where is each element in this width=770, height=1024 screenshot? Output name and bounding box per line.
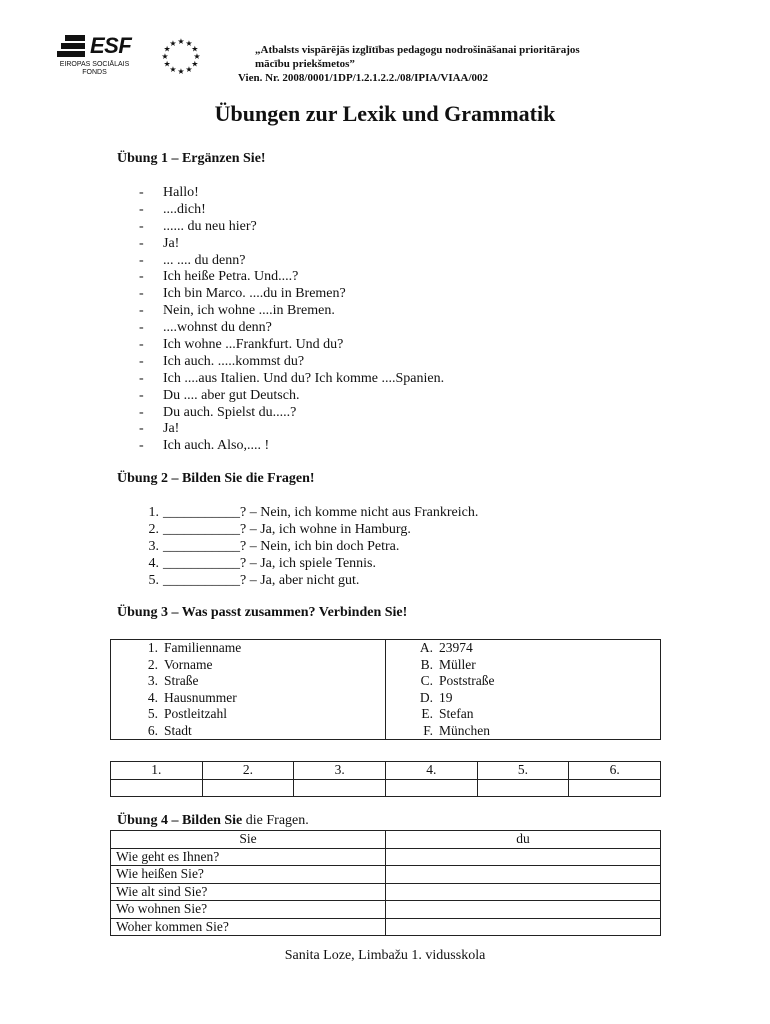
ex3-right-number: D. <box>419 689 433 705</box>
table-row <box>111 706 661 723</box>
list-bullet: - <box>139 353 144 369</box>
ex1-line <box>139 371 444 388</box>
ex2-item-number: 2. <box>148 521 159 537</box>
ex3-left-cell <box>111 640 386 657</box>
table-row <box>111 918 661 936</box>
footer-author: Sanita Loze, Limbažu 1. vidusskola <box>284 948 486 963</box>
list-bullet: - <box>139 387 144 403</box>
ex1-line <box>139 286 444 303</box>
eu-stars-icon <box>160 36 202 76</box>
ex3-right-number: C. <box>420 673 433 688</box>
list-bullet: - <box>139 235 144 251</box>
ex3-left-text: Vorname <box>164 656 213 672</box>
esf-flag-icon <box>57 33 89 61</box>
answer-grid-blank[interactable] <box>569 779 661 796</box>
ex3-left-number: 3. <box>147 673 158 688</box>
list-bullet: - <box>139 269 144 285</box>
svg-text:★: ★ <box>163 44 171 54</box>
ex1-line-text: Ich ....aus Italien. Und du? Ich komme ....Spanien. <box>163 370 445 386</box>
ex3-right-number: F. <box>423 722 433 738</box>
ex2-item-text: ___________? – Ja, aber nicht gut. <box>163 572 360 588</box>
ex4-sie-question: Wie alt sind Sie? <box>111 883 386 901</box>
ex4-du-blank[interactable] <box>386 883 661 901</box>
svg-text:★: ★ <box>191 44 199 54</box>
ex2-item-number: 4. <box>148 555 159 571</box>
ex4-sie-question: Wo wohnen Sie? <box>111 901 386 919</box>
esf-subtitle: EIROPAS SOCIĀLAIS FONDS <box>59 61 130 76</box>
ex3-left-number: 4. <box>147 689 158 705</box>
ex3-right-text: 19 <box>439 689 453 705</box>
ex1-line <box>139 421 444 438</box>
ex4-du-blank[interactable] <box>386 918 661 936</box>
ex1-line <box>139 405 444 422</box>
answer-grid-header: 3. <box>294 762 386 780</box>
ex3-right-cell <box>386 706 661 723</box>
table-row <box>111 848 661 866</box>
ex4-du-blank[interactable] <box>386 866 661 884</box>
ex2-item-number: 3. <box>148 538 159 554</box>
table-row <box>111 723 661 740</box>
svg-text:★: ★ <box>163 59 171 69</box>
table-row <box>111 690 661 707</box>
ex3-heading: Übung 3 – Was passt zusammen? Verbinden Sie! <box>117 605 408 620</box>
list-bullet: - <box>139 337 144 353</box>
ex1-line-text: Ja! <box>163 421 180 437</box>
list-bullet: - <box>139 185 144 200</box>
ex3-right-cell <box>386 640 661 657</box>
ex1-line-text: ...... du neu hier? <box>163 218 257 234</box>
ex2-item-number: 1. <box>148 505 159 520</box>
list-bullet: - <box>139 320 144 336</box>
answer-grid-blank[interactable] <box>294 779 386 796</box>
ex1-line <box>139 269 444 286</box>
answer-grid-blank[interactable] <box>111 779 203 796</box>
ex1-line-text: Du .... aber gut Deutsch. <box>163 387 300 403</box>
esf-wordmark: ESF <box>90 33 132 58</box>
ex3-right-cell <box>386 723 661 740</box>
page-title: Übungen zur Lexik und Grammatik <box>214 101 556 126</box>
svg-text:★: ★ <box>193 52 201 61</box>
table-row <box>111 901 661 919</box>
ex3-left-text: Familienname <box>164 640 242 655</box>
svg-text:★: ★ <box>161 52 169 61</box>
ex4-table <box>110 830 661 936</box>
list-bullet: - <box>139 370 144 386</box>
ex1-line-text: Ich auch. Also,.... ! <box>163 438 270 454</box>
ex4-col-sie: Sie <box>111 831 386 849</box>
ex3-left-cell <box>111 657 386 674</box>
ex1-line-text: Ich bin Marco. ....du in Bremen? <box>163 286 346 302</box>
ex3-right-text: München <box>439 722 490 738</box>
project-reference: Vien. Nr. 2008/0001/1DP/1.2.1.2.2./08/IPIA/VIAA/002 <box>238 72 489 84</box>
ex4-du-blank[interactable] <box>386 848 661 866</box>
ex3-left-text: Hausnummer <box>164 689 237 705</box>
answer-grid-header: 4. <box>385 762 477 780</box>
ex3-right-cell <box>386 690 661 707</box>
ex3-left-number: 5. <box>147 706 158 721</box>
answer-grid-header: 1. <box>111 762 203 780</box>
ex1-line <box>139 320 444 337</box>
ex2-item <box>128 573 478 590</box>
ex1-line <box>139 219 444 236</box>
ex1-line <box>139 337 444 354</box>
table-row <box>111 673 661 690</box>
ex1-list <box>139 185 444 455</box>
ex3-answer-grid <box>110 761 661 797</box>
ex1-line-text: Ich heiße Petra. Und....? <box>163 269 299 285</box>
table-row <box>111 866 661 884</box>
ex2-item-text: ___________? – Ja, ich wohne in Hamburg. <box>163 521 411 537</box>
ex4-du-blank[interactable] <box>386 901 661 919</box>
svg-text:★: ★ <box>185 39 193 49</box>
ex3-left-text: Straße <box>164 673 199 688</box>
svg-text:★: ★ <box>177 37 185 46</box>
ex4-sie-question: Wie geht es Ihnen? <box>111 848 386 866</box>
ex1-line <box>139 236 444 253</box>
ex3-left-number: 2. <box>147 656 158 672</box>
answer-grid-header: 2. <box>202 762 294 780</box>
answer-grid-blank[interactable] <box>202 779 294 796</box>
answer-grid-blank[interactable] <box>477 779 569 796</box>
ex3-matching-table <box>110 639 661 740</box>
ex3-left-number: 6. <box>147 722 158 738</box>
list-bullet: - <box>139 404 144 420</box>
ex4-heading: Übung 4 – Bilden Sie die Fragen. <box>117 813 309 828</box>
answer-grid-blank[interactable] <box>385 779 477 796</box>
ex2-item <box>128 505 478 522</box>
list-bullet: - <box>139 438 144 454</box>
ex4-sie-question: Woher kommen Sie? <box>111 918 386 936</box>
svg-text:★: ★ <box>169 39 177 49</box>
ex4-col-du: du <box>386 831 661 849</box>
ex2-item <box>128 522 478 539</box>
list-bullet: - <box>139 218 144 234</box>
ex1-line-text: Nein, ich wohne ....in Bremen. <box>163 303 335 319</box>
ex3-left-cell <box>111 690 386 707</box>
ex3-left-text: Stadt <box>164 722 192 738</box>
project-title: „Atbalsts vispārējās izglītības pedagogu nodrošināšanai prioritārajos mācību priekšmetos” <box>255 44 580 70</box>
table-row <box>111 657 661 674</box>
ex3-right-cell <box>386 657 661 674</box>
esf-logo <box>57 33 167 81</box>
svg-text:★: ★ <box>169 64 177 74</box>
ex1-line-text: Hallo! <box>163 185 199 200</box>
ex1-heading: Übung 1 – Ergänzen Sie! <box>117 151 266 166</box>
ex2-item <box>128 539 478 556</box>
svg-text:★: ★ <box>185 64 193 74</box>
ex2-list <box>128 505 478 589</box>
ex1-line-text: ....dich! <box>163 201 206 217</box>
ex1-line-text: Du auch. Spielst du.....? <box>163 404 297 420</box>
ex1-line <box>139 202 444 219</box>
svg-text:★: ★ <box>177 67 185 76</box>
ex2-item-text: ___________? – Nein, ich bin doch Petra. <box>163 538 400 554</box>
ex3-right-number: A. <box>419 640 433 655</box>
ex1-line <box>139 438 444 455</box>
list-bullet: - <box>139 303 144 319</box>
ex3-left-cell <box>111 673 386 690</box>
answer-grid-header: 6. <box>569 762 661 780</box>
ex3-left-text: Postleitzahl <box>164 706 227 721</box>
svg-text:★: ★ <box>191 59 199 69</box>
ex1-line <box>139 354 444 371</box>
ex1-line-text: Ich auch. .....kommst du? <box>163 353 305 369</box>
ex3-right-text: Poststraße <box>439 673 495 688</box>
ex1-line <box>139 253 444 270</box>
ex1-line <box>139 303 444 320</box>
ex3-left-cell <box>111 706 386 723</box>
table-row <box>111 883 661 901</box>
ex3-right-cell <box>386 673 661 690</box>
list-bullet: - <box>139 201 144 217</box>
ex3-left-number: 1. <box>147 640 158 655</box>
ex4-sie-question: Wie heißen Sie? <box>111 866 386 884</box>
ex3-right-number: B. <box>420 656 433 672</box>
ex2-item-text: ___________? – Ja, ich spiele Tennis. <box>163 555 377 571</box>
list-bullet: - <box>139 252 144 268</box>
ex1-line-text: ... .... du denn? <box>163 252 246 268</box>
ex1-line <box>139 388 444 405</box>
ex3-right-text: 23974 <box>439 640 473 655</box>
ex1-line-text: ....wohnst du denn? <box>163 320 272 336</box>
ex1-line <box>139 185 444 202</box>
list-bullet: - <box>139 286 144 302</box>
table-row <box>111 640 661 657</box>
ex2-heading: Übung 2 – Bilden Sie die Fragen! <box>117 471 315 486</box>
list-bullet: - <box>139 421 144 437</box>
ex3-right-text: Müller <box>439 656 476 672</box>
ex2-item <box>128 556 478 573</box>
ex3-right-text: Stefan <box>439 706 474 721</box>
ex2-item-number: 5. <box>148 572 159 588</box>
ex1-line-text: Ja! <box>163 235 180 251</box>
ex2-item-text: ___________? – Nein, ich komme nicht aus Frankreich. <box>163 505 479 520</box>
ex1-line-text: Ich wohne ...Frankfurt. Und du? <box>163 337 344 353</box>
ex3-left-cell <box>111 723 386 740</box>
answer-grid-header: 5. <box>477 762 569 780</box>
ex3-right-number: E. <box>421 706 433 721</box>
